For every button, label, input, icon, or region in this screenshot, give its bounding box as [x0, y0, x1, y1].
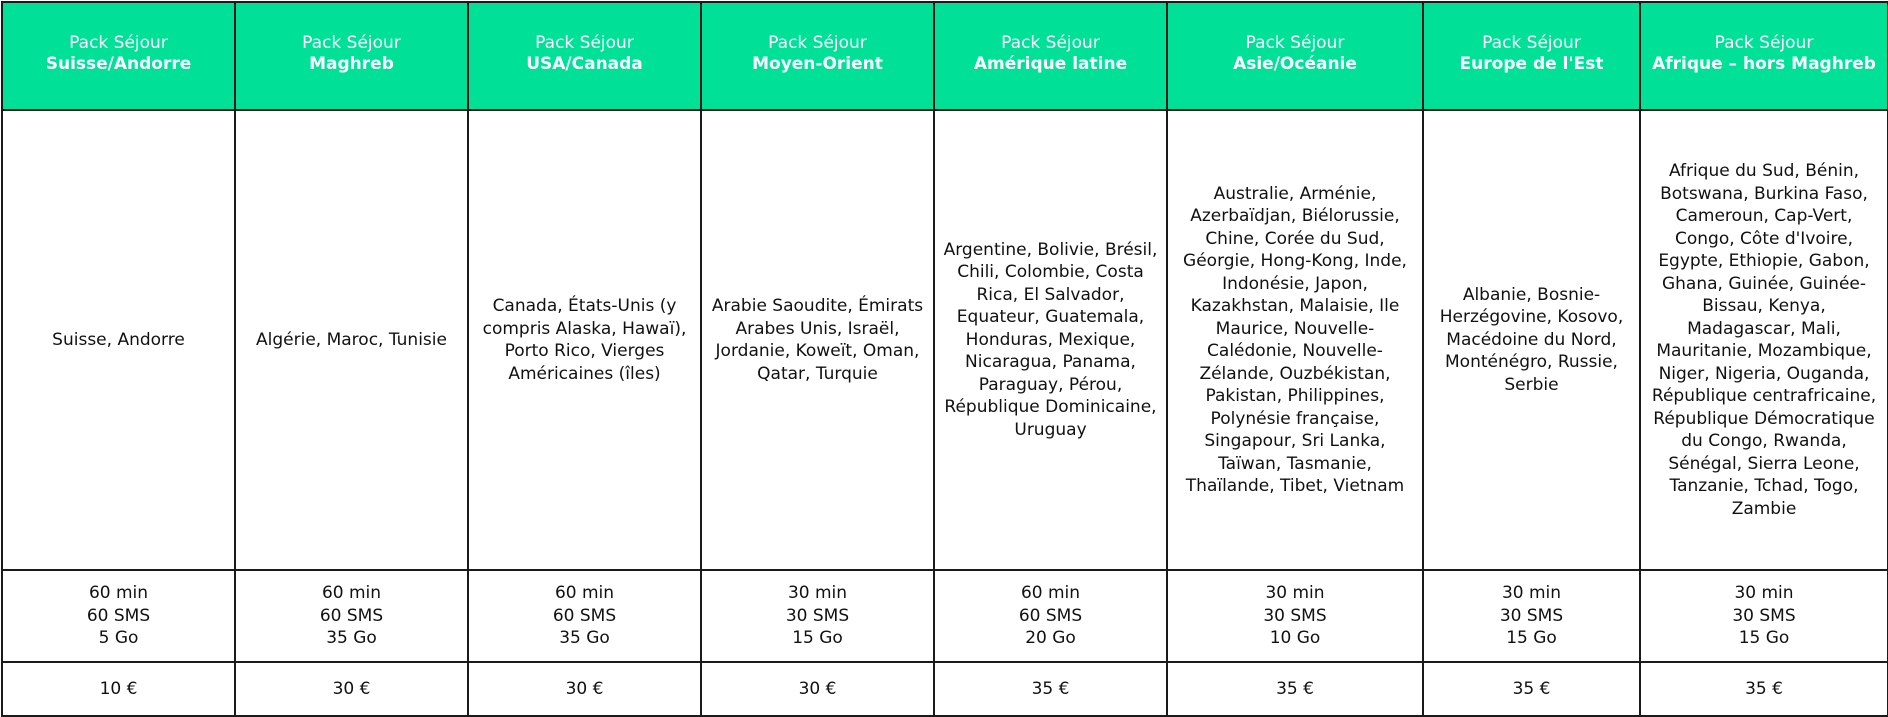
pack-header-prefix: Pack Séjour	[535, 33, 634, 53]
minutes-value: 30 min	[787, 583, 848, 604]
sms-value: 30 SMS	[1499, 605, 1564, 626]
countries-cell: Afrique du Sud, Bénin, Botswana, Burkina Faso, Cameroun, Cap-Vert, Congo, Côte d'Ivoire, Egypte, Ethiopie, Gabon, Ghana, Guinée, Guinée-Bissau, Kenya, Madagascar, Mali, Mauritanie, Mozambique, Niger, Nigeria, Ouganda, République centrafricaine, République Démocratique du Congo, Rwanda, Sénégal, Sierra Leone, Tanzanie, Tchad, Togo, Zambie	[1640, 110, 1888, 570]
price-cell: 35 €	[1640, 662, 1888, 716]
price-cell: 30 €	[468, 662, 701, 716]
pack-header-name: Suisse/Andorre	[45, 54, 192, 74]
pack-header-maghreb	[235, 2, 468, 110]
pack-header-name: Moyen-Orient	[752, 54, 883, 74]
pack-header-prefix: Pack Séjour	[1714, 33, 1814, 53]
allowance-cell	[701, 570, 934, 662]
pack-header-usa-canada	[468, 2, 701, 110]
pack-header-moyen-orient	[701, 2, 934, 110]
price-cell: 35 €	[1167, 662, 1423, 716]
pack-header-prefix: Pack Séjour	[69, 33, 168, 53]
countries-cell: Argentine, Bolivie, Brésil, Chili, Colombie, Costa Rica, El Salvador, Equateur, Guatemala, Honduras, Mexique, Nicaragua, Panama, Paraguay, Pérou, République Dominicaine, Uruguay	[934, 110, 1167, 570]
pack-header-prefix: Pack Séjour	[1001, 33, 1100, 53]
sms-value: 30 SMS	[1263, 605, 1327, 626]
price-cell: 35 €	[1423, 662, 1640, 716]
data-value: 10 Go	[1269, 628, 1321, 649]
data-value: 15 Go	[792, 628, 843, 649]
allowance-cell	[1167, 570, 1423, 662]
allowance-cell	[1423, 570, 1640, 662]
pack-header-name: USA/Canada	[526, 54, 643, 74]
sms-value: 60 SMS	[552, 605, 617, 626]
minutes-value: 30 min	[1265, 583, 1325, 604]
allowance-cell	[934, 570, 1167, 662]
pack-header-name: Amérique latine	[973, 54, 1128, 74]
sms-value: 30 SMS	[785, 605, 850, 626]
pack-header-name: Europe de l'Est	[1459, 54, 1604, 74]
pack-header-name: Asie/Océanie	[1233, 54, 1357, 74]
pack-header-name: Maghreb	[309, 54, 394, 74]
countries-cell: Arabie Saoudite, Émirats Arabes Unis, Israël, Jordanie, Koweït, Oman, Qatar, Turquie	[701, 110, 934, 570]
sms-value: 60 SMS	[319, 605, 384, 626]
header-row	[2, 2, 1888, 110]
countries-cell: Algérie, Maroc, Tunisie	[235, 110, 468, 570]
minutes-value: 60 min	[1020, 583, 1081, 604]
pack-header-prefix: Pack Séjour	[768, 33, 867, 53]
pack-header-asie-oceanie	[1167, 2, 1423, 110]
countries-cell: Canada, États-Unis (y compris Alaska, Hawaï), Porto Rico, Vierges Américaines (îles)	[468, 110, 701, 570]
data-value: 35 Go	[559, 628, 610, 649]
allowance-row	[2, 570, 1888, 662]
allowance-cell	[235, 570, 468, 662]
countries-cell: Suisse, Andorre	[2, 110, 235, 570]
pack-header-prefix: Pack Séjour	[1482, 33, 1581, 53]
pack-header-name: Afrique – hors Maghreb	[1652, 54, 1876, 74]
price-cell: 30 €	[701, 662, 934, 716]
allowance-cell	[2, 570, 235, 662]
allowance-cell	[1640, 570, 1888, 662]
pack-sejour-table	[1, 1, 1888, 717]
pack-header-prefix: Pack Séjour	[302, 33, 401, 53]
pack-header-suisse-andorre	[2, 2, 235, 110]
pack-header-afrique	[1640, 2, 1888, 110]
countries-row	[2, 110, 1888, 570]
countries-cell: Australie, Arménie, Azerbaïdjan, Biélorussie, Chine, Corée du Sud, Géorgie, Hong-Kong, Inde, Indonésie, Japon, Kazakhstan, Malaisie, Ile Maurice, Nouvelle-Calédonie, Nouvelle-Zélande, Ouzbékistan, Pakistan, Philippines, Polynésie française, Singapour, Sri Lanka, Taïwan, Tasmanie, Thaïlande, Tibet, Vietnam	[1167, 110, 1423, 570]
pack-header-prefix: Pack Séjour	[1245, 33, 1345, 53]
price-cell: 10 €	[2, 662, 235, 716]
minutes-value: 60 min	[88, 583, 149, 604]
data-value: 15 Go	[1738, 628, 1790, 649]
data-value: 20 Go	[1025, 628, 1076, 649]
minutes-value: 60 min	[554, 583, 615, 604]
price-cell: 35 €	[934, 662, 1167, 716]
data-value: 5 Go	[98, 628, 139, 649]
minutes-value: 60 min	[321, 583, 382, 604]
data-value: 35 Go	[326, 628, 377, 649]
sms-value: 60 SMS	[1018, 605, 1083, 626]
allowance-cell	[468, 570, 701, 662]
pack-header-europe-est	[1423, 2, 1640, 110]
minutes-value: 30 min	[1734, 583, 1794, 604]
price-cell: 30 €	[235, 662, 468, 716]
price-row	[2, 662, 1888, 716]
minutes-value: 30 min	[1501, 583, 1562, 604]
sms-value: 60 SMS	[86, 605, 151, 626]
sms-value: 30 SMS	[1732, 605, 1796, 626]
data-value: 15 Go	[1506, 628, 1557, 649]
countries-cell: Albanie, Bosnie-Herzégovine, Kosovo, Macédoine du Nord, Monténégro, Russie, Serbie	[1423, 110, 1640, 570]
pack-header-amerique-latine	[934, 2, 1167, 110]
